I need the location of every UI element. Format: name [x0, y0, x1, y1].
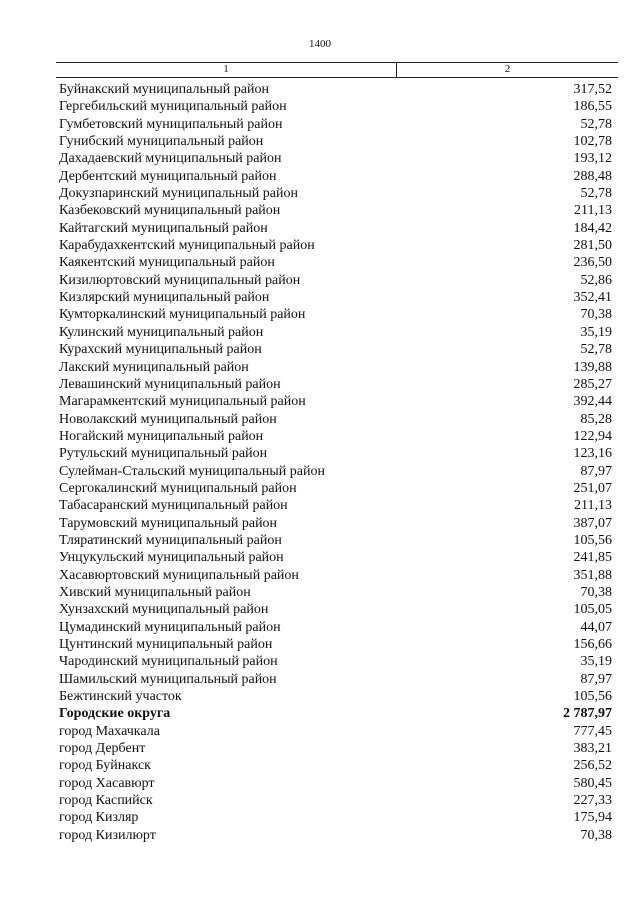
row-value: 351,88: [573, 567, 612, 583]
column-header-1: 1: [56, 63, 397, 77]
row-value: 392,44: [573, 394, 612, 410]
row-value: 70,38: [580, 584, 612, 600]
row-name: город Махачкала: [59, 723, 160, 739]
row-name: Казбековский муниципальный район: [59, 203, 281, 219]
row-value: 102,78: [573, 134, 612, 150]
row-value: 85,28: [580, 411, 612, 427]
row-name: Хасавюртовский муниципальный район: [59, 567, 299, 583]
table-row: [56, 237, 618, 254]
row-value: 285,27: [573, 376, 612, 392]
row-name: Гунибский муниципальный район: [59, 134, 264, 150]
row-name: Кулинский муниципальный район: [59, 324, 264, 340]
row-value: 317,52: [573, 82, 612, 97]
row-name: Городские округа: [59, 706, 171, 722]
row-name: Кумторкалинский муниципальный район: [59, 307, 306, 323]
table-row: [56, 289, 618, 306]
row-name: Тарумовский муниципальный район: [59, 515, 278, 531]
table-body: [56, 81, 618, 844]
row-value: 241,85: [573, 550, 612, 566]
table-row: [56, 549, 618, 566]
row-value: 193,12: [573, 151, 612, 167]
row-name: Гергебильский муниципальный район: [59, 99, 287, 115]
row-value: 211,13: [574, 498, 612, 514]
row-name: Рутульский муниципальный район: [59, 446, 268, 462]
row-name: Курахский муниципальный район: [59, 342, 262, 358]
row-value: 44,07: [580, 619, 612, 635]
row-name: Цунтинский муниципальный район: [59, 637, 273, 652]
row-value: 156,66: [573, 637, 612, 652]
row-value: 211,13: [574, 203, 612, 219]
row-name: Гумбетовский муниципальный район: [59, 116, 283, 132]
row-name: Чародинский муниципальный район: [59, 654, 278, 670]
table-row: [56, 168, 618, 185]
row-name: Хивский муниципальный район: [59, 584, 251, 600]
row-value: 227,33: [573, 793, 612, 809]
row-name: Лакский муниципальный район: [59, 359, 249, 375]
table-row: [56, 411, 618, 428]
row-name: Кизлярский муниципальный район: [59, 290, 270, 306]
row-name: город Каспийск: [59, 793, 153, 809]
table-row: [56, 116, 618, 133]
table-row: [56, 515, 618, 532]
page-number: 1400: [309, 38, 331, 50]
row-name: Каякентский муниципальный район: [59, 255, 275, 271]
column-header-2: 2: [504, 63, 511, 75]
row-value: 35,19: [580, 654, 612, 670]
row-name: Магарамкентский муниципальный район: [59, 394, 306, 410]
row-value: 105,56: [573, 689, 612, 705]
table-row: [56, 324, 618, 341]
row-name: Бежтинский участок: [59, 689, 182, 705]
row-value: 352,41: [573, 290, 612, 306]
table-row: [56, 254, 618, 271]
table-row: [56, 376, 618, 393]
table-row: [56, 653, 618, 670]
table-row: [56, 463, 618, 480]
data-table: [56, 62, 618, 844]
row-value: 87,97: [580, 463, 612, 479]
table-row: [56, 445, 618, 462]
table-row: [56, 480, 618, 497]
row-name: Хунзахский муниципальный район: [59, 602, 269, 618]
row-name: Дербентский муниципальный район: [59, 168, 277, 184]
table-row: [56, 133, 618, 150]
table-row: [56, 428, 618, 445]
row-name: Табасаранский муниципальный район: [59, 498, 288, 514]
table-row: [56, 601, 618, 618]
row-value: 288,48: [573, 168, 612, 184]
table-row: [56, 809, 618, 826]
row-value: 251,07: [573, 480, 612, 496]
table-row: [56, 740, 618, 757]
row-name: Докузпаринский муниципальный район: [59, 186, 298, 202]
table-row: [56, 705, 618, 722]
row-value: 105,56: [573, 532, 612, 548]
row-value: 52,78: [580, 116, 612, 132]
table-row: [56, 359, 618, 376]
table-row: [56, 98, 618, 115]
row-name: Цумадинский муниципальный район: [59, 619, 281, 635]
row-value: 52,86: [580, 272, 612, 288]
row-value: 186,55: [573, 99, 612, 115]
table-row: [56, 792, 618, 809]
table-row: [56, 220, 618, 237]
table-row: [56, 723, 618, 740]
table-row: [56, 202, 618, 219]
table-row: [56, 497, 618, 514]
row-name: Буйнакский муниципальный район: [59, 82, 269, 97]
row-name: город Буйнакск: [59, 758, 151, 774]
row-value: 52,78: [580, 186, 612, 202]
row-name: Унцукульский муниципальный район: [59, 550, 284, 566]
table-row: [56, 619, 618, 636]
table-row: [56, 272, 618, 289]
row-value: 35,19: [580, 324, 612, 340]
row-name: Кизилюртовский муниципальный район: [59, 272, 301, 288]
table-row: [56, 81, 618, 98]
row-value: 281,50: [573, 238, 612, 254]
table-row: [56, 341, 618, 358]
row-value: 777,45: [573, 723, 612, 739]
row-value: 2 787,97: [563, 706, 612, 722]
table-row: [56, 150, 618, 167]
row-value: 122,94: [573, 428, 612, 444]
row-name: Левашинский муниципальный район: [59, 376, 281, 392]
row-name: Шамильский муниципальный район: [59, 671, 277, 687]
row-name: город Кизляр: [59, 810, 139, 826]
row-value: 52,78: [580, 342, 612, 358]
row-value: 139,88: [573, 359, 612, 375]
row-value: 123,16: [573, 446, 612, 462]
table-row: [56, 688, 618, 705]
table-row: [56, 636, 618, 653]
row-name: Дахадаевский муниципальный район: [59, 151, 282, 167]
table-row: [56, 671, 618, 688]
row-name: город Дербент: [59, 741, 146, 757]
row-value: 175,94: [573, 810, 612, 826]
table-row: [56, 827, 618, 844]
table-row: [56, 532, 618, 549]
row-value: 387,07: [573, 515, 612, 531]
table-row: [56, 306, 618, 323]
row-name: Тляратинский муниципальный район: [59, 532, 282, 548]
row-value: 105,05: [573, 602, 612, 618]
row-name: город Хасавюрт: [59, 775, 155, 791]
table-row: [56, 185, 618, 202]
row-value: 87,97: [580, 671, 612, 687]
row-value: 256,52: [573, 758, 612, 774]
row-value: 184,42: [573, 220, 612, 236]
row-name: Сергокалинский муниципальный район: [59, 480, 297, 496]
table-row: [56, 757, 618, 774]
table-row: [56, 775, 618, 792]
row-value: 70,38: [580, 307, 612, 323]
row-name: город Кизилюрт: [59, 827, 156, 843]
table-row: [56, 567, 618, 584]
table-header: [56, 62, 618, 78]
row-value: 383,21: [573, 741, 612, 757]
row-name: Кайтагский муниципальный район: [59, 220, 268, 236]
table-row: [56, 584, 618, 601]
row-name: Сулейман-Стальский муниципальный район: [59, 463, 325, 479]
table-row: [56, 393, 618, 410]
row-name: Ногайский муниципальный район: [59, 428, 264, 444]
row-name: Новолакский муниципальный район: [59, 411, 277, 427]
row-name: Карабудахкентский муниципальный район: [59, 238, 315, 254]
row-value: 236,50: [573, 255, 612, 271]
row-value: 580,45: [573, 775, 612, 791]
row-value: 70,38: [580, 827, 612, 843]
